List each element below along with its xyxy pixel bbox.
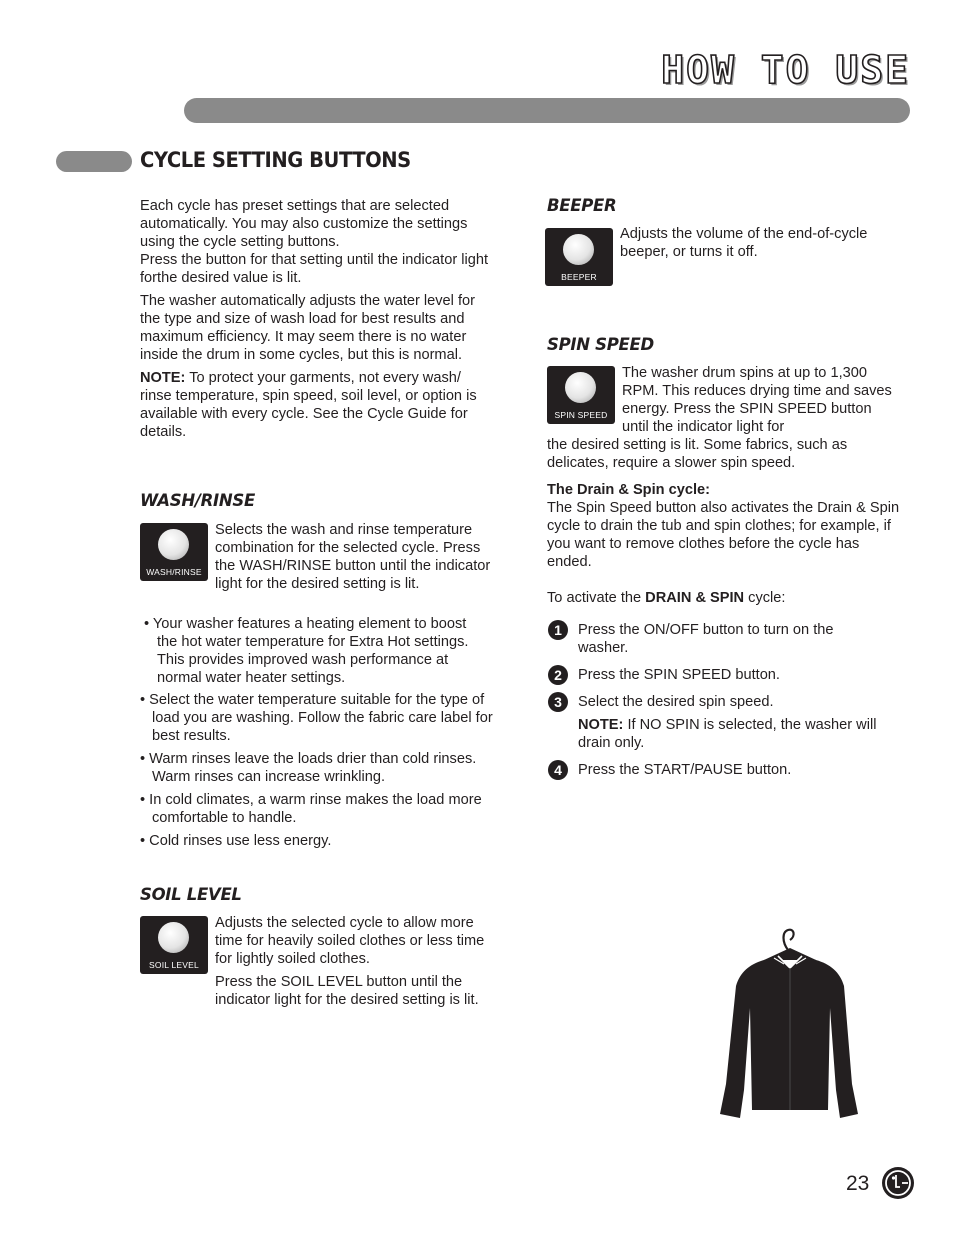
soil-level-button-image [140, 916, 208, 974]
wash-rinse-bullets [140, 615, 493, 850]
step-note-text: If NO SPIN is selected, the washer will drain only. [578, 717, 877, 751]
drain-spin-block [547, 481, 903, 607]
step-text-1: Press the ON/OFF button to turn on the washer. [578, 622, 834, 656]
drain-spin-description: The Spin Speed button also activates the Drain & Spin cycle to drain the tub and spin clothes; for example, if you want to remove clothes before the cycle has ended. [547, 500, 900, 570]
intro-paragraph-2: The washer automatically adjusts the water level for the type and size of wash load for best results and maximum efficiency. It may seem there is no water inside the drum in some cycles, but this is normal. [140, 293, 476, 363]
step-number-4: 4 [548, 760, 568, 780]
activate-instruction [547, 589, 903, 607]
section-pill [56, 151, 132, 172]
step-text-2: Press the SPIN SPEED button. [578, 667, 780, 683]
step-text-3: Select the desired spin speed. [578, 694, 774, 710]
lg-logo-mark [882, 1167, 914, 1199]
wash-rinse-button-label: WASH/RINSE [146, 567, 202, 577]
intro-paragraph-1b: Press the button for that setting until the indicator light forthe desired value is lit. [140, 252, 489, 286]
soil-level-text [215, 914, 493, 1009]
step-number-1: 1 [548, 620, 568, 640]
note-text: To protect your garments, not every wash/ rinse temperature, spin speed, soil level, or option is available with every cycle. See the Cycle Guide for details. [140, 370, 477, 440]
shirt-on-hanger-illustration [716, 924, 862, 1122]
intro-note [140, 369, 492, 441]
note-label: NOTE: [140, 370, 186, 386]
beeper-button-image [545, 228, 613, 286]
soil-level-description: Adjusts the selected cycle to allow more time for heavily soiled clothes or less time for lightly soiled clothes. [215, 915, 485, 967]
spin-speed-heading: SPIN SPEED [547, 335, 654, 354]
bullet-item: • Your washer features a heating element to boost the hot water temperature for Extra Hot settings. This provides improved wash performance at normal water heater settings. [144, 616, 469, 686]
drain-spin-heading: The Drain & Spin cycle: [547, 482, 711, 498]
header-bar [184, 98, 910, 123]
bullet-item: • Cold rinses use less energy. [140, 833, 332, 849]
wash-rinse-button-image [140, 523, 208, 581]
section-title: CYCLE SETTING BUTTONS [140, 148, 411, 172]
page-number: 23 [846, 1172, 870, 1195]
knob-icon [563, 234, 594, 265]
spin-speed-description-cont: the desired setting is lit. Some fabrics, such as delicates, require a slower spin speed. [547, 437, 848, 471]
beeper-button-label: BEEPER [561, 272, 597, 282]
wash-rinse-description: Selects the wash and rinse temperature combination for the selected cycle. Press the WASH/RINSE button until the indicator light for the desired setting is lit. [215, 522, 491, 592]
bullet-item: • In cold climates, a warm rinse makes the load more comfortable to handle. [140, 792, 482, 826]
soil-level-heading: SOIL LEVEL [140, 885, 242, 904]
activate-bold: DRAIN & SPIN [645, 590, 745, 606]
step-number-2: 2 [548, 665, 568, 685]
lg-logo-icon [882, 1167, 914, 1199]
knob-icon [158, 922, 189, 953]
soil-level-instruction: Press the SOIL LEVEL button until the indicator light for the desired setting is lit. [215, 974, 479, 1008]
activate-post: cycle: [744, 590, 786, 606]
intro-block [140, 197, 492, 441]
wash-rinse-heading: WASH/RINSE [140, 491, 255, 510]
intro-paragraph-1: Each cycle has preset settings that are selected automatically. You may also customize the settings using the cycle setting buttons. [140, 198, 468, 250]
bullet-item: • Warm rinses leave the loads drier than cold rinses. Warm rinses can increase wrinkling. [140, 751, 477, 785]
knob-icon [158, 529, 189, 560]
spin-speed-button-label: SPIN SPEED [554, 410, 608, 420]
knob-icon [565, 372, 596, 403]
step-note-label: NOTE: [578, 717, 624, 733]
spin-speed-description: The washer drum spins at up to 1,300 RPM. This reduces drying time and saves energy. Press the SPIN SPEED button until the indicator light for [622, 365, 892, 435]
beeper-heading: BEEPER [547, 196, 617, 215]
soil-level-button-label: SOIL LEVEL [149, 960, 199, 970]
activate-pre: To activate the [547, 590, 646, 606]
step-number-3: 3 [548, 692, 568, 712]
bullet-item: • Select the water temperature suitable for the type of load you are washing. Follow the fabric care label for best results. [140, 692, 493, 744]
step-text-4: Press the START/PAUSE button. [578, 762, 792, 778]
step-note [578, 716, 883, 752]
spin-speed-button-image [547, 366, 615, 424]
page-header-title: HOW TO USE [661, 48, 910, 92]
beeper-description: Adjusts the volume of the end-of-cycle beeper, or turns it off. [620, 226, 868, 260]
